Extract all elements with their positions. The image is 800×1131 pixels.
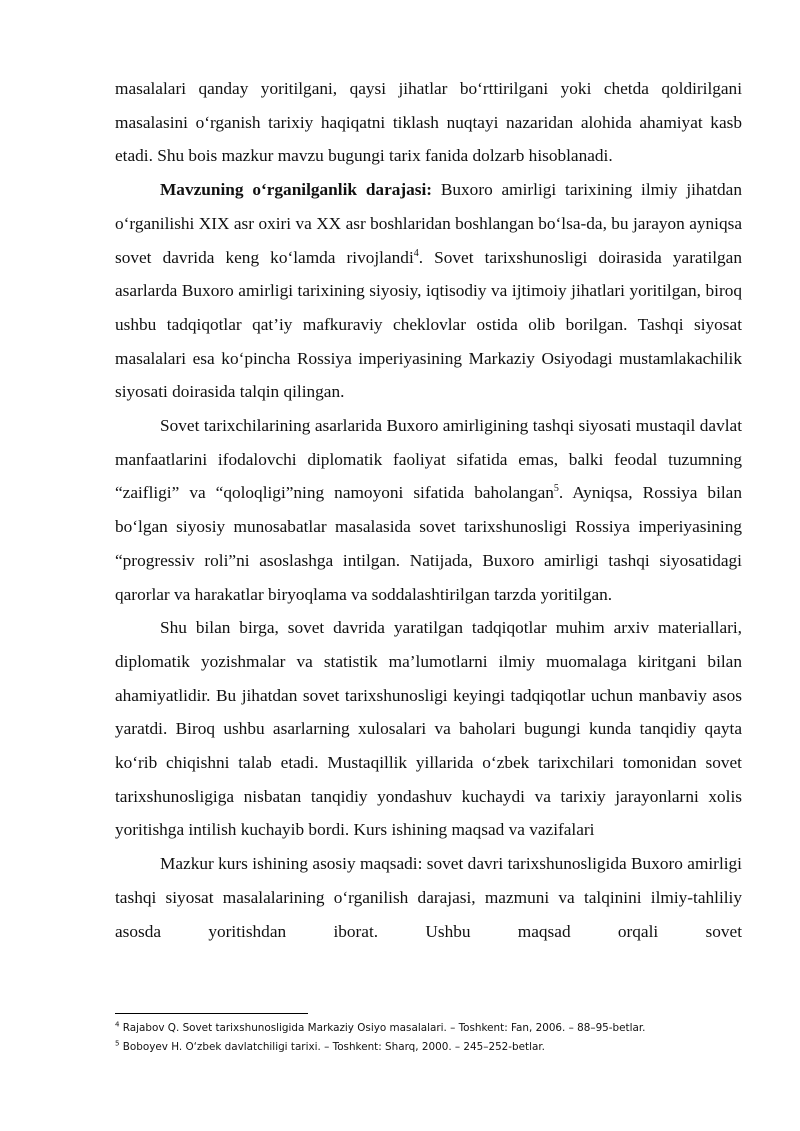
paragraph-text: Shu bilan birga, sovet davrida yaratilgan tadqiqotlar muhim arxiv materiallari, diplomatik yozishmalar va statistik ma’lumotlarni ilmiy muomalaga kiritgani bilan ahamiyatlidir. Bu jihatdan sovet tarixshunosligi keyingi tadqiqotlar uchun manbaviy asos yaratdi. Biroq ushbu asarlarning xulosalari va baholari bugungi kunda tanqidiy qayta ko‘rib chiqishni talab etadi. Mustaqillik yillarida o‘zbek tarixchilari tomonidan sovet tarixshunosligiga nisbatan tanqidiy yondashuv kuchaydi va tarixiy jarayonlarni xolis yoritishga intilish kuchayib bordi. Kurs ishining maqsad va vazifalari: [115, 618, 742, 840]
paragraph-study-level: [115, 173, 742, 409]
paragraph-soviet-historians: [115, 409, 742, 611]
footnote-4: [115, 1019, 755, 1038]
footnote-number: 5: [115, 1039, 120, 1048]
document-body: [115, 72, 742, 948]
paragraph-text: . Sovet tarixshunosligi doirasida yaratilgan asarlarda Buxoro amirligi tarixining siyosiy, iqtisodiy va ijtimoiy jihatlari yoritilgan, biroq ushbu tadqiqotlar qat’iy mafkuraviy cheklovlar ostida olib borilgan. Tashqi siyosat masalalari esa ko‘pincha Rossiya imperiyasining Markaziy Osiyodagi mustamlakachilik siyosati doirasida talqin qilingan.: [115, 247, 742, 402]
footnote-ref-5[interactable]: 5: [553, 483, 559, 495]
paragraph-text: Mazkur kurs ishining asosiy maqsadi: sovet davri tarixshunosligida Buxoro amirligi tashqi siyosat masalalarining o‘rganilish darajasi, mazmuni va talqinini ilmiy-tahliliy asosda yoritishdan iborat. Ushbu maqsad orqali sovet: [115, 854, 742, 941]
paragraph-course-goal: [115, 847, 742, 948]
paragraph-text: Buxoro amirligi tarixining ilmiy jihatdan o‘rganilishi XIX asr oxiri va XX asr boshlaridan boshlangan bo‘lsa-da, bu jarayon ayniqsa sovet davrida keng ko‘lamda rivojlandi: [115, 180, 742, 267]
footnotes: [115, 1019, 755, 1057]
footnote-ref-4[interactable]: 4: [413, 247, 419, 259]
paragraph-text: masalalari qanday yoritilgani, qaysi jihatlar bo‘rttirilgani yoki chetda qoldirilgani masalasini o‘rganish tarixiy haqiqatni tiklash nuqtayi nazaridan alohida ahamiyat kasb etadi. Shu bois mazkur mavzu bugungi tarix fanida dolzarb hisoblanadi.: [115, 79, 742, 166]
paragraph-soviet-research: [115, 611, 742, 847]
footnote-number: 4: [115, 1020, 120, 1029]
paragraph-text: . Ayniqsa, Rossiya bilan bo‘lgan siyosiy munosabatlar masalasida sovet tarixshunosligi Rossiya imperiyasining “progressiv roli”ni asoslashga intilgan. Natijada, Buxoro amirligi tashqi siyosatidagi qarorlar va harakatlar biryoqlama va soddalashtirilgan tarzda yoritilgan.: [115, 483, 742, 604]
footnote-text: Boboyev H. O‘zbek davlatchiligi tarixi. – Toshkent: Sharq, 2000. – 245–252-betlar.: [119, 1041, 545, 1053]
footnote-text: Rajabov Q. Sovet tarixshunosligida Markaziy Osiyo masalalari. – Toshkent: Fan, 2006. – 88–95-betlar.: [119, 1022, 646, 1034]
footnote-divider: [115, 1013, 308, 1014]
section-heading: Mavzuning o‘rganilganlik darajasi:: [160, 180, 433, 200]
footnote-5: [115, 1038, 755, 1057]
paragraph-intro-continuation: [115, 72, 742, 173]
paragraph-text: Sovet tarixchilarining asarlarida Buxoro amirligining tashqi siyosati mustaqil davlat manfaatlarini ifodalovchi diplomatik faoliyat sifatida emas, balki feodal tuzumning “zaifligi” va “qoloqligi”ning namoyoni sifatida baholangan: [115, 416, 742, 503]
